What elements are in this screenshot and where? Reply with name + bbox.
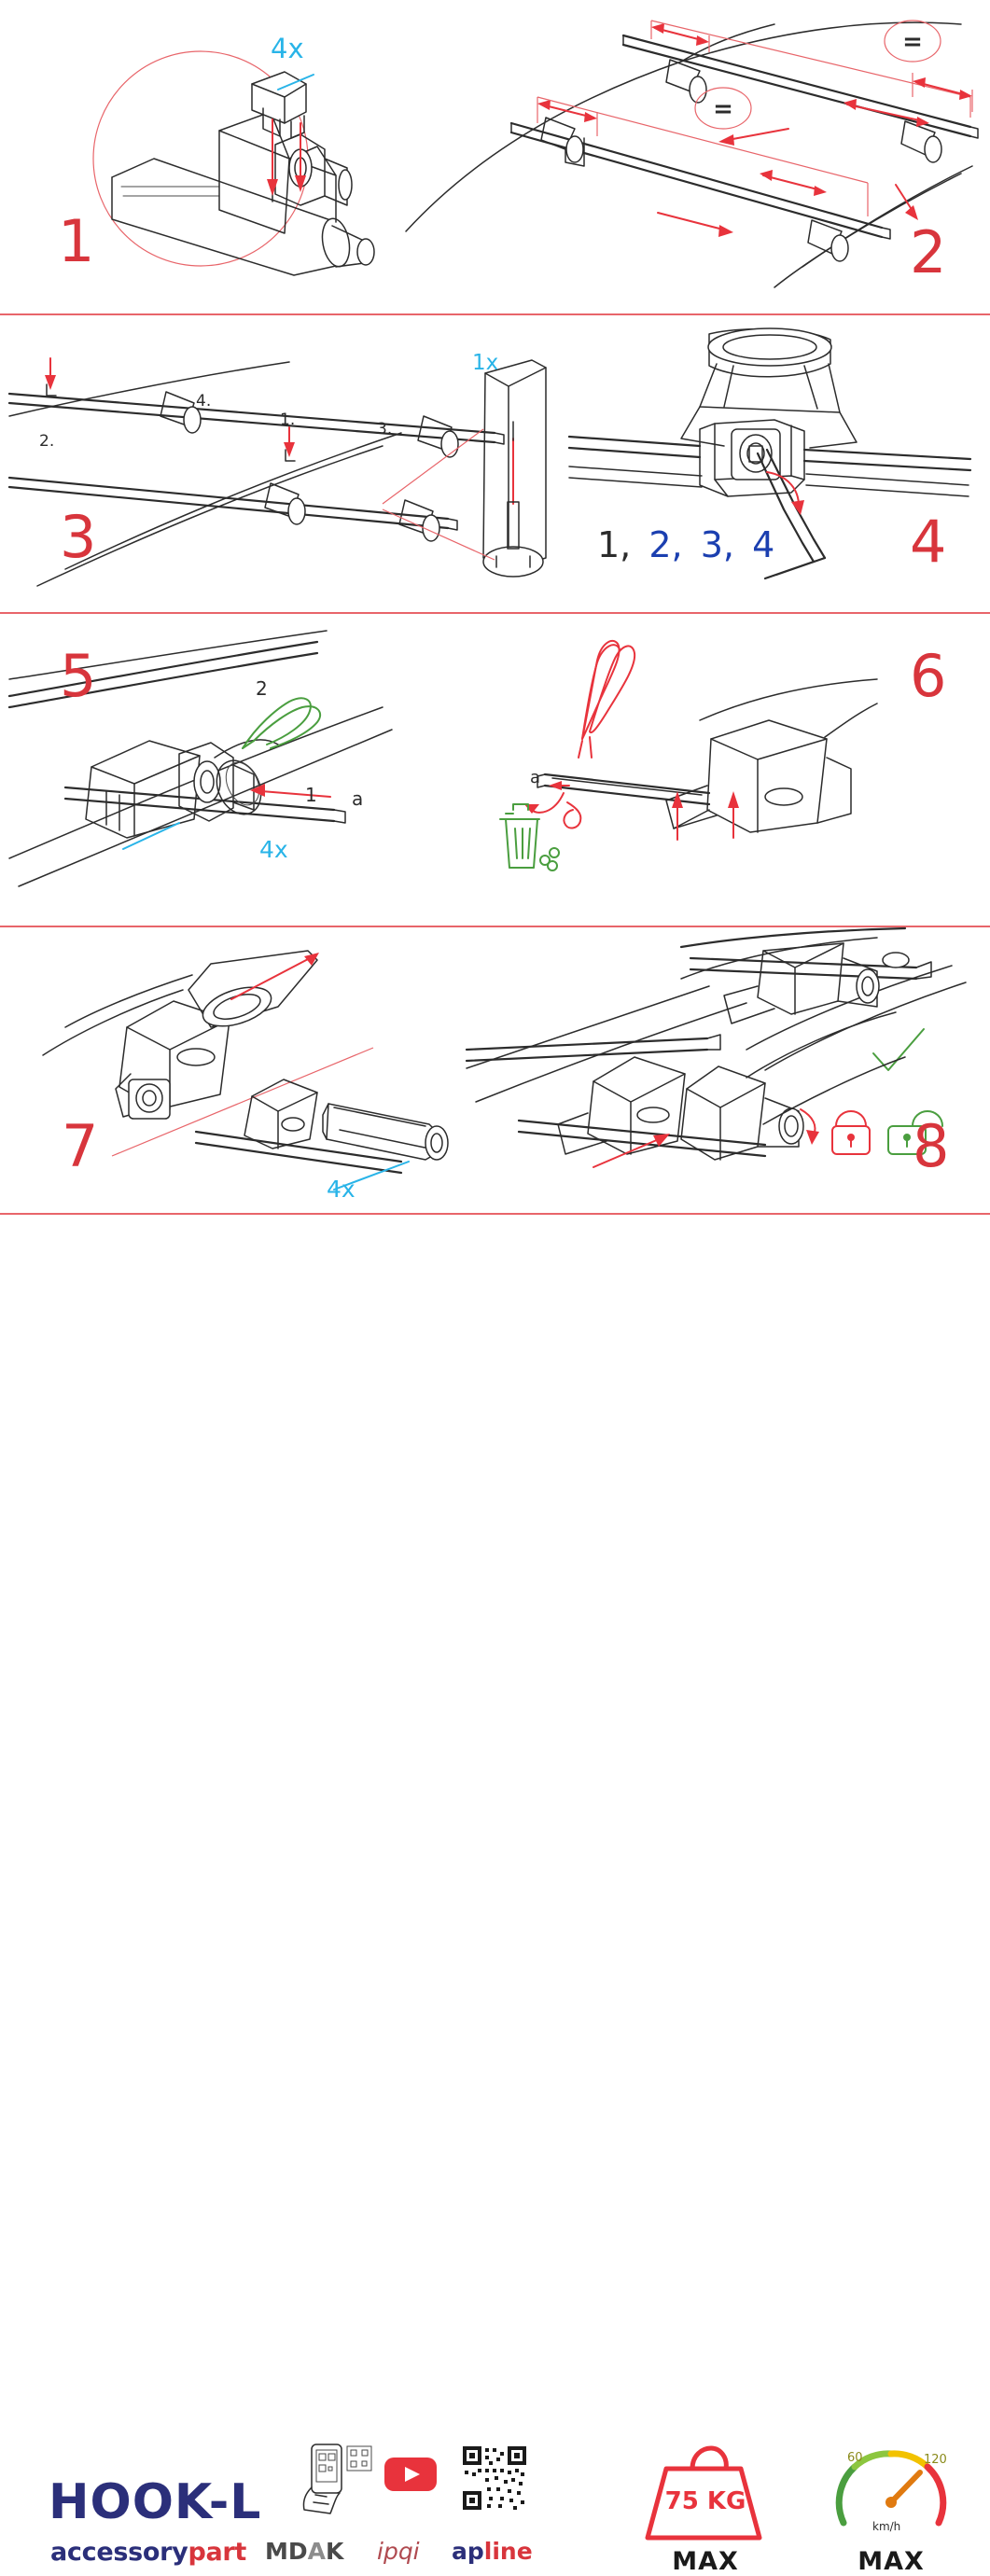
step-number-5: 5 [60,642,98,710]
divider-row-2 [0,612,990,614]
step-number-6: 6 [910,642,948,710]
step-number-3: 3 [60,503,98,571]
step-number-7: 7 [62,1112,100,1180]
step-3-label-3: 3. [377,420,393,439]
max-load-label: MAX [672,2547,739,2576]
step-4-label-1: 1, [597,524,632,565]
step-3-label-2: 2. [39,432,55,451]
step-number-2: 2 [910,218,948,286]
svg-text:=: = [902,28,923,56]
qr-code-icon [461,2444,528,2512]
step-7-illustration [37,938,476,1208]
step-2-illustration [401,7,980,297]
youtube-icon[interactable] [383,2454,439,2495]
brand-logo [50,2538,246,2567]
scan-qr-with-phone-icon [299,2443,383,2517]
step-number-1: 1 [58,207,96,275]
brand-name-part1: accessory [50,2538,188,2567]
mdak-logo-text-b: A [307,2538,326,2565]
step-5-label-1: 1 [305,784,317,806]
step-4-label-3: 3, [700,524,734,565]
step-1-qty-label: 4x [271,33,304,64]
svg-text:60: 60 [847,2451,863,2465]
apline-logo [452,2538,533,2565]
apline-logo-text-a: ap [452,2538,484,2565]
step-4-label-2: 2, [648,524,683,565]
brand-name-part2: part [188,2538,247,2567]
speedometer-icon [830,2441,952,2543]
divider-row-3 [0,926,990,927]
step-5-label-2: 2 [256,677,268,700]
step-1-illustration [56,19,429,299]
svg-text:120: 120 [924,2453,947,2467]
step-7-qty-label: 4x [327,1176,356,1203]
step-8-illustration [467,938,975,1208]
mdak-logo-text-a: MD [265,2538,308,2565]
divider-row-1 [0,313,990,315]
mdak-logo-text-c: K [326,2538,344,2565]
footer [0,1213,990,2576]
step-3-qty-label: 1x [472,351,499,375]
step-6-label-a: a [530,768,541,787]
product-title: HOOK-L [49,2474,262,2530]
step-6-illustration [467,627,886,898]
step-5-qty-label: 4x [259,836,288,863]
step-number-8: 8 [913,1112,951,1180]
step-3-label-4: 4. [196,392,212,411]
step-number-4: 4 [910,508,948,576]
max-load-value: 75 KG [664,2487,746,2515]
apline-logo-text-b: line [483,2538,533,2565]
svg-text:=: = [713,95,733,123]
ipqi-logo: ipqi [377,2538,420,2565]
step-3-label-1: 1. [280,411,296,429]
svg-text:km/h: km/h [872,2520,901,2533]
step-5-label-a: a [352,787,364,810]
step-4-sequence [597,524,775,565]
max-speed-label: MAX [858,2547,925,2576]
mdak-logo [265,2538,343,2565]
step-4-label-4: 4 [752,524,775,565]
